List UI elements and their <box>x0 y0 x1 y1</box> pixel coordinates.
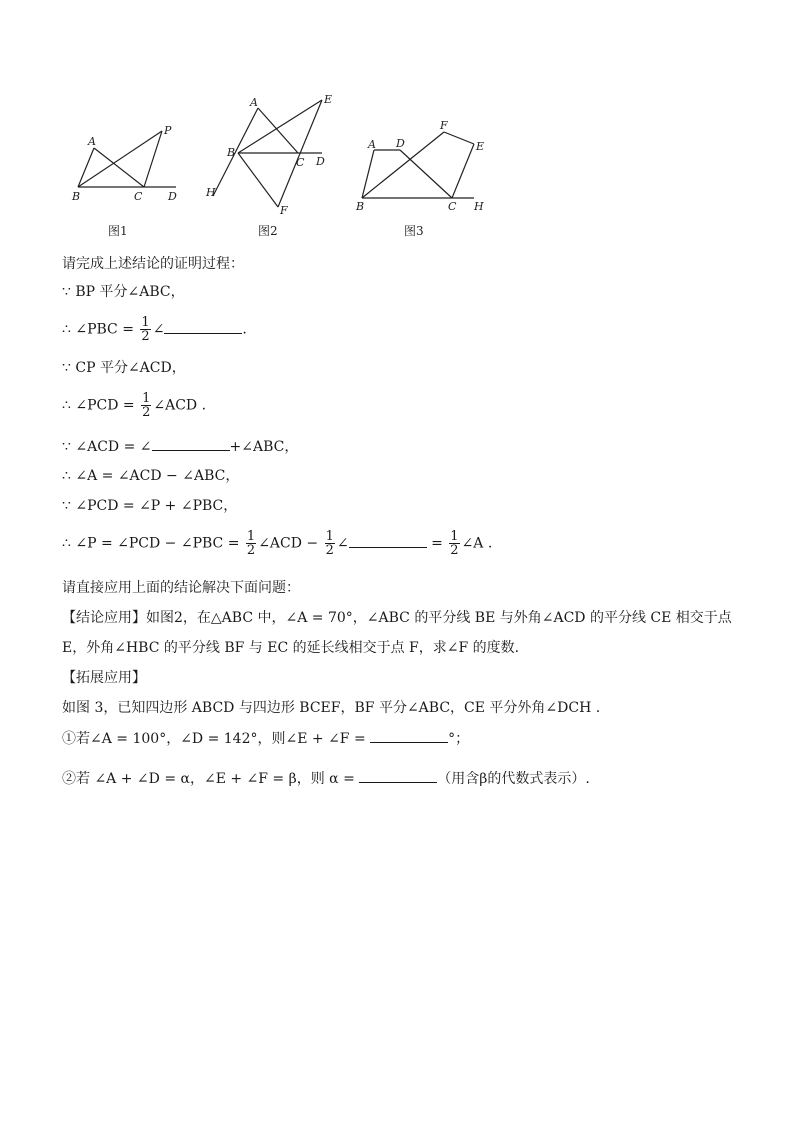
fig1-line-AC <box>94 148 144 187</box>
fig3-label-D: D <box>396 137 405 150</box>
fig2-label-A: A <box>250 96 258 109</box>
proof-line-4-post: ∠ACD . <box>153 397 207 414</box>
proof-intro: 请完成上述结论的证明过程： <box>62 256 244 272</box>
proof-line-2-angle: ∠ <box>152 321 165 338</box>
answer-blank-4[interactable] <box>370 728 448 743</box>
apply-intro: 请直接应用上面的结论解决下面问题： <box>62 580 300 596</box>
proof-line-8-eq: = <box>426 535 448 552</box>
fig1-label-C: C <box>134 190 143 203</box>
fig2-label-H: H <box>206 186 216 199</box>
figures-area <box>0 0 800 250</box>
fraction-half: $\frac{1}{2}$ <box>141 315 150 344</box>
fig2-label-E: E <box>324 93 333 106</box>
proof-line-6: ∴ ∠A = ∠ACD − ∠ABC， <box>62 468 240 484</box>
proof-line-4-pre: ∴ ∠PCD = <box>62 397 140 414</box>
proof-line-8-end: ∠A . <box>461 535 493 552</box>
fig2-label-D: D <box>316 155 325 168</box>
fig2-line-AC <box>258 108 298 153</box>
fraction-half: $\frac{1}{2}$ <box>450 529 459 558</box>
fig1-label-D: D <box>168 190 177 203</box>
fig3-line-BA <box>362 150 374 198</box>
fraction-half: $\frac{1}{2}$ <box>246 529 256 558</box>
fig2-label-C: C <box>296 156 305 169</box>
fig3-line-FE <box>444 132 474 144</box>
answer-blank-5[interactable] <box>359 768 437 783</box>
fig2-caption: 图2 <box>258 224 278 238</box>
fig3-label-B: B <box>356 200 365 213</box>
fraction-half: $\frac{1}{2}$ <box>142 391 151 420</box>
proof-line-5 <box>62 436 298 457</box>
proof-line-7: ∵ ∠PCD = ∠P + ∠PBC， <box>62 498 238 514</box>
apply-extension-line-3 <box>62 768 590 789</box>
fig3-label-E: E <box>476 140 485 153</box>
answer-blank-1[interactable] <box>164 319 242 334</box>
fig2-line-HA <box>213 108 258 196</box>
proof-line-2-end: . <box>242 321 247 338</box>
fig1-caption: 图1 <box>108 224 128 238</box>
fig1-label-A: A <box>88 135 96 148</box>
apply-extension-title: 【拓展应用】 <box>62 670 146 686</box>
fig3-label-C: C <box>448 200 457 213</box>
apply-extension-line-2-pre: ①若∠A = 100°，∠D = 142°，则∠E + ∠F = <box>62 731 371 747</box>
proof-line-8-angle: ∠ <box>336 535 349 552</box>
fraction-half: $\frac{1}{2}$ <box>325 529 334 558</box>
proof-line-8 <box>62 530 492 557</box>
fig1-label-P: P <box>164 124 172 137</box>
answer-blank-2[interactable] <box>152 436 230 451</box>
proof-line-3: ∵ CP 平分∠ACD， <box>62 360 186 376</box>
geometry-figures <box>0 0 800 250</box>
fig3-caption: 图3 <box>404 224 424 238</box>
proof-line-8-mid1: ∠ACD − <box>258 535 323 552</box>
fig1-label-B: B <box>72 190 81 203</box>
fig2-label-B: B <box>227 146 236 159</box>
fig3-label-A: A <box>368 138 376 151</box>
proof-line-8-pre: ∴ ∠P = ∠PCD − ∠PBC = <box>62 535 244 552</box>
fig1-line-CP <box>144 131 162 187</box>
apply-conclusion-line-1: 【结论应用】如图2，在△ABC 中，∠A = 70°，∠ABC 的平分线 BE 与外角∠ACD 的平分线 CE 相交于点 <box>62 610 732 626</box>
fig2-label-F: F <box>280 204 288 217</box>
proof-line-5-post: +∠ABC， <box>229 439 299 455</box>
apply-conclusion-line-2: E，外角∠HBC 的平分线 BF 与 EC 的延长线相交于点 F，求∠F 的度数. <box>62 640 520 656</box>
fig2-line-BF <box>238 153 278 207</box>
apply-extension-line-2 <box>62 728 469 749</box>
apply-extension-line-3-pre: ②若 ∠A + ∠D = α，∠E + ∠F = β，则 α = <box>62 771 360 787</box>
proof-line-5-pre: ∵ ∠ACD = ∠ <box>62 439 152 455</box>
proof-line-2 <box>62 316 247 343</box>
apply-extension-line-3-post: （用含β的代数式表示）. <box>437 771 590 787</box>
answer-blank-3[interactable] <box>349 533 427 548</box>
fig3-label-F: F <box>440 119 448 132</box>
fig3-line-DC <box>400 150 452 198</box>
apply-extension-line-2-post: °； <box>448 731 470 747</box>
apply-extension-line-1: 如图 3，已知四边形 ABCD 与四边形 BCEF，BF 平分∠ABC，CE 平分外角∠DCH . <box>62 700 601 716</box>
fig3-label-H: H <box>474 200 484 213</box>
proof-line-2-pre: ∴ ∠PBC = <box>62 321 139 338</box>
proof-line-1: ∵ BP 平分∠ABC， <box>62 284 185 300</box>
proof-line-4 <box>62 392 206 419</box>
fig3-line-EC <box>452 144 474 198</box>
